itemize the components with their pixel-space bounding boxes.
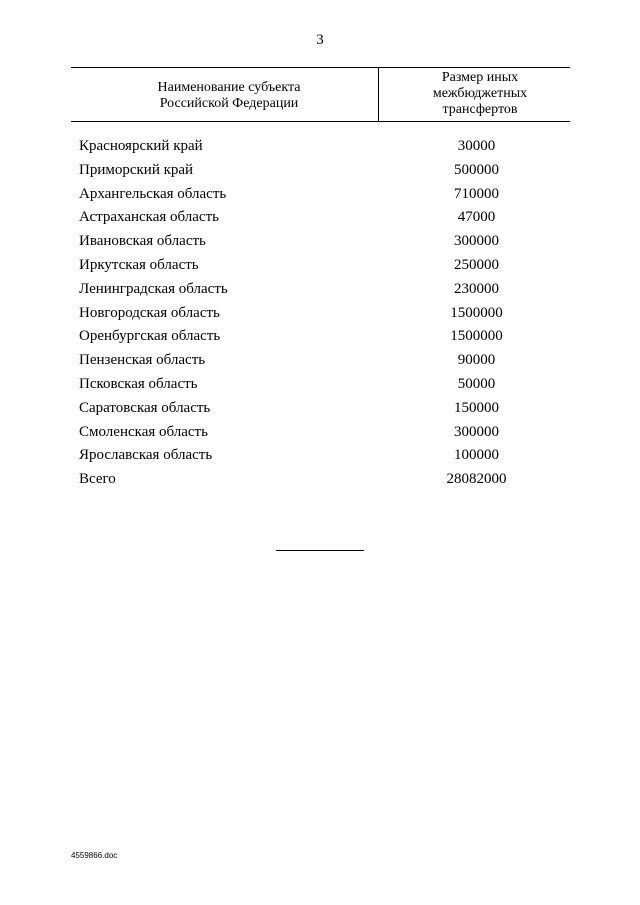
row-transfer-value: 1500000 xyxy=(450,304,503,321)
column-header-subject-name-line: Наименование субъекта xyxy=(157,80,301,95)
column-header-transfer-size-line: трансфертов xyxy=(442,102,518,117)
row-subject-name: Ярославская область xyxy=(79,447,213,464)
row-transfer-value: 50000 xyxy=(457,375,496,392)
table-row xyxy=(0,183,640,207)
row-subject-name: Смоленская область xyxy=(79,423,208,440)
table-row xyxy=(0,373,640,397)
table-row xyxy=(0,135,640,159)
table-row xyxy=(0,254,640,278)
row-subject-name: Новгородская область xyxy=(79,304,220,321)
table-row xyxy=(0,206,640,230)
row-total-label: Всего xyxy=(79,471,116,488)
table-row xyxy=(0,230,640,254)
row-subject-name: Пензенская область xyxy=(79,352,206,369)
row-transfer-value: 47000 xyxy=(457,209,496,226)
row-transfer-value: 500000 xyxy=(454,161,499,178)
end-of-document-line xyxy=(276,550,364,551)
row-subject-name: Астраханская область xyxy=(79,209,219,226)
row-transfer-value: 300000 xyxy=(454,233,499,250)
row-transfer-value: 250000 xyxy=(454,256,499,273)
table-row xyxy=(0,159,640,183)
row-total-value: 28082000 xyxy=(446,471,507,488)
column-header-transfer-size-line: межбюджетных xyxy=(432,86,528,101)
row-transfer-value: 710000 xyxy=(454,185,499,202)
row-transfer-value: 150000 xyxy=(454,399,499,416)
row-subject-name: Архангельская область xyxy=(79,185,227,202)
row-subject-name: Ленинградская область xyxy=(79,280,228,297)
table-body xyxy=(0,135,640,492)
row-transfer-value: 90000 xyxy=(457,352,496,369)
table-row-total xyxy=(0,468,640,492)
table-top-rule xyxy=(71,67,570,68)
table-row xyxy=(0,421,640,445)
row-subject-name: Саратовская область xyxy=(79,399,211,416)
column-header-subject-name xyxy=(100,80,358,112)
row-transfer-value: 300000 xyxy=(454,423,499,440)
column-header-subject-name-line: Российской Федерации xyxy=(159,96,299,111)
row-subject-name: Псковская область xyxy=(79,375,198,392)
header-column-divider xyxy=(378,67,379,121)
row-transfer-value: 230000 xyxy=(454,280,499,297)
table-row xyxy=(0,325,640,349)
row-subject-name: Красноярский край xyxy=(79,138,203,154)
page-number: 3 xyxy=(316,32,324,48)
row-subject-name: Приморский край xyxy=(79,161,194,178)
row-subject-name: Иркутская область xyxy=(79,256,199,273)
row-subject-name: Оренбургская область xyxy=(79,328,221,345)
column-header-transfer-size-line: Размер иных xyxy=(441,70,519,85)
header-bottom-rule xyxy=(71,121,570,122)
table-row xyxy=(0,278,640,302)
row-subject-name: Ивановская область xyxy=(79,233,206,250)
table-row xyxy=(0,349,640,373)
table-row xyxy=(0,397,640,421)
row-transfer-value: 100000 xyxy=(454,447,499,464)
footer-filename: 4559866.doc xyxy=(71,851,118,860)
table-row xyxy=(0,444,640,468)
table-row xyxy=(0,302,640,326)
row-transfer-value: 1500000 xyxy=(450,328,503,345)
row-transfer-value: 30000 xyxy=(457,138,496,154)
column-header-transfer-size xyxy=(390,70,570,118)
